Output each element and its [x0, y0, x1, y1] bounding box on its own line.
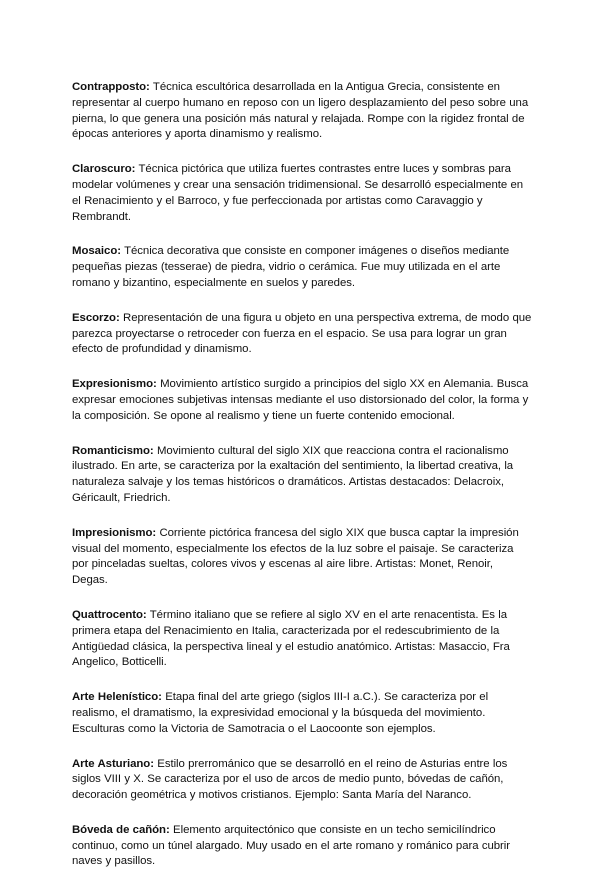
glossary-entry-arte-helenistico	[72, 690, 532, 737]
term: Arte Helenístico:	[72, 691, 162, 704]
glossary-entry-boveda-de-canon	[72, 823, 532, 870]
term: Romanticismo:	[72, 444, 154, 457]
document-page	[72, 80, 532, 889]
term: Impresionismo:	[72, 526, 157, 539]
term: Quattrocento:	[72, 608, 147, 621]
term: Escorzo:	[72, 311, 120, 324]
glossary-entry-claroscuro	[72, 162, 532, 225]
glossary-entry-impresionismo	[72, 526, 532, 589]
glossary-entry-mosaico	[72, 244, 532, 291]
definition: Etapa final del arte griego (siglos III-I a.C.). Se caracteriza por el realismo, el dramatismo, la expresividad emocional y la búsqueda del movimiento. Esculturas como la Victoria de Samotracia o el Laocoonte son ejemplos.	[72, 691, 489, 735]
term: Mosaico:	[72, 245, 121, 258]
definition: Técnica escultórica desarrollada en la Antigua Grecia, consistente en representar al cuerpo humano en reposo con un ligero desplazamiento del peso sobre una pierna, lo que genera una posición más natural y relajada. Rompe con la rigidez frontal de épocas anteriores y aporta dinamismo y realismo.	[72, 81, 529, 141]
glossary-entry-escorzo	[72, 311, 532, 358]
definition: Movimiento artístico surgido a principios del siglo XX en Alemania. Busca expresar emociones subjetivas intensas mediante el uso distorsionado del color, la forma y la composición. Se opone al realismo y tiene un fuerte contenido emocional.	[72, 378, 529, 422]
definition: Movimiento cultural del siglo XIX que reacciona contra el racionalismo ilustrado. En arte, se caracteriza por la exaltación del sentimiento, la libertad creativa, la naturaleza salvaje y los temas históricos o dramáticos. Artistas destacados: Delacroix, Géricault, Friedrich.	[72, 444, 514, 504]
definition: Término italiano que se refiere al siglo XV en el arte renacentista. Es la primera etapa del Renacimiento en Italia, caracterizada por el redescubrimiento de la Antigüedad clásica, la perspectiva lineal y el estudio anatómico. Artistas: Masaccio, Fra Angelico, Botticelli.	[72, 608, 510, 669]
definition: Técnica decorativa que consiste en componer imágenes o diseños mediante pequeñas piezas (tesserae) de piedra, vidrio o cerámica. Fue muy utilizada en el arte romano y bizantino, especialmente en suelos y paredes.	[72, 245, 510, 289]
definition: Estilo prerrománico que se desarrolló en el reino de Asturias entre los siglos VIII y X. Se caracteriza por el uso de arcos de medio punto, bóvedas de cañón, decoración geométrica y motivos cristianos. Ejemplo: Santa María del Naranco.	[72, 757, 508, 802]
term: Expresionismo:	[72, 378, 157, 391]
term: Claroscuro:	[72, 163, 136, 176]
glossary-entry-contrapposto	[72, 80, 532, 143]
definition: Corriente pictórica francesa del siglo XIX que busca captar la impresión visual del momento, especialmente los efectos de la luz sobre el paisaje. Se caracteriza por pinceladas sueltas, colores vivos y escenas al aire libre. Artistas: Monet, Renoir, Degas.	[72, 526, 519, 587]
glossary-entry-romanticismo	[72, 444, 532, 507]
glossary-entry-expresionismo	[72, 377, 532, 424]
definition: Representación de una figura u objeto en una perspectiva extrema, de modo que parezca proyectarse o retroceder con fuerza en el espacio. Se usa para lograr un gran efecto de profundidad y dinamismo.	[72, 311, 532, 356]
glossary-entry-quattrocento	[72, 608, 532, 671]
definition: Elemento arquitectónico que consiste en un techo semicilíndrico continuo, como un túnel alargado. Muy usado en el arte romano y románico para cubrir naves y pasillos.	[72, 823, 511, 868]
definition: Técnica pictórica que utiliza fuertes contrastes entre luces y sombras para modelar volúmenes y crear una sensación tridimensional. Se desarrolló especialmente en el Renacimiento y el Barroco, y fue perfeccionada por artistas como Caravaggio y Rembrandt.	[72, 163, 524, 223]
term: Contrapposto:	[72, 81, 150, 93]
term: Bóveda de cañón:	[72, 823, 170, 836]
glossary-entry-arte-asturiano	[72, 757, 532, 804]
term: Arte Asturiano:	[72, 757, 154, 770]
